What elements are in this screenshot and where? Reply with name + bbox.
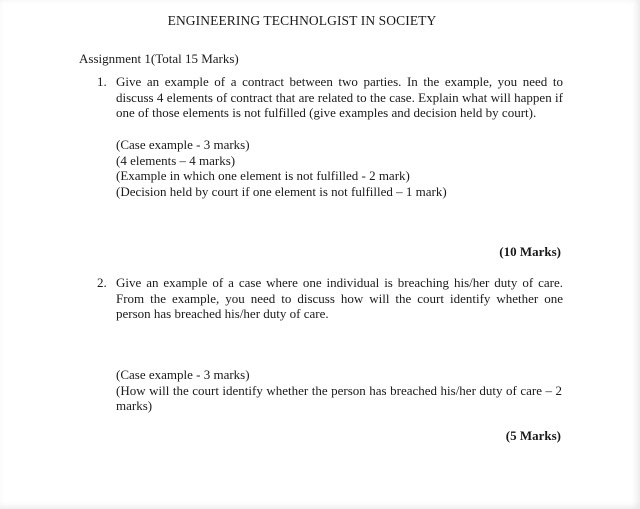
mark-breakdown-item: (Example in which one element is not fulfilled - 2 mark) bbox=[116, 168, 410, 183]
question-text: Give an example of a case where one individual is breaching his/her duty of care. From the example, you need to discuss how will the court identify whether one person has breached his/her duty of care. bbox=[116, 275, 563, 321]
assignment-heading: Assignment 1(Total 15 Marks) bbox=[79, 51, 239, 66]
question-1 bbox=[97, 74, 563, 121]
question-total-marks: (10 Marks) bbox=[499, 244, 561, 259]
question-number: 1. bbox=[97, 74, 107, 89]
mark-breakdown-list bbox=[116, 137, 562, 199]
document-title: ENGINEERING TECHNOLGIST IN SOCIETY bbox=[167, 13, 437, 28]
question-2 bbox=[97, 275, 563, 322]
mark-breakdown-item: (Decision held by court if one element is not fulfilled – 1 mark) bbox=[116, 183, 447, 199]
mark-breakdown-item: (Case example - 3 marks) bbox=[116, 137, 250, 152]
mark-breakdown-item: (4 elements – 4 marks) bbox=[116, 152, 236, 168]
question-text: Give an example of a contract between two parties. In the example, you need to discuss 4 elements of contract that are related to the case. Explain what will happen if one of those elements is not fulfilled (give examples and decision held by court). bbox=[116, 74, 563, 120]
mark-breakdown-item: (How will the court identify whether the person has breached his/her duty of care – 2 marks) bbox=[116, 382, 562, 413]
mark-breakdown-list bbox=[116, 367, 562, 414]
question-number: 2. bbox=[97, 275, 107, 290]
mark-breakdown-item: (Case example - 3 marks) bbox=[116, 367, 250, 382]
question-total-marks: (5 Marks) bbox=[505, 428, 561, 443]
